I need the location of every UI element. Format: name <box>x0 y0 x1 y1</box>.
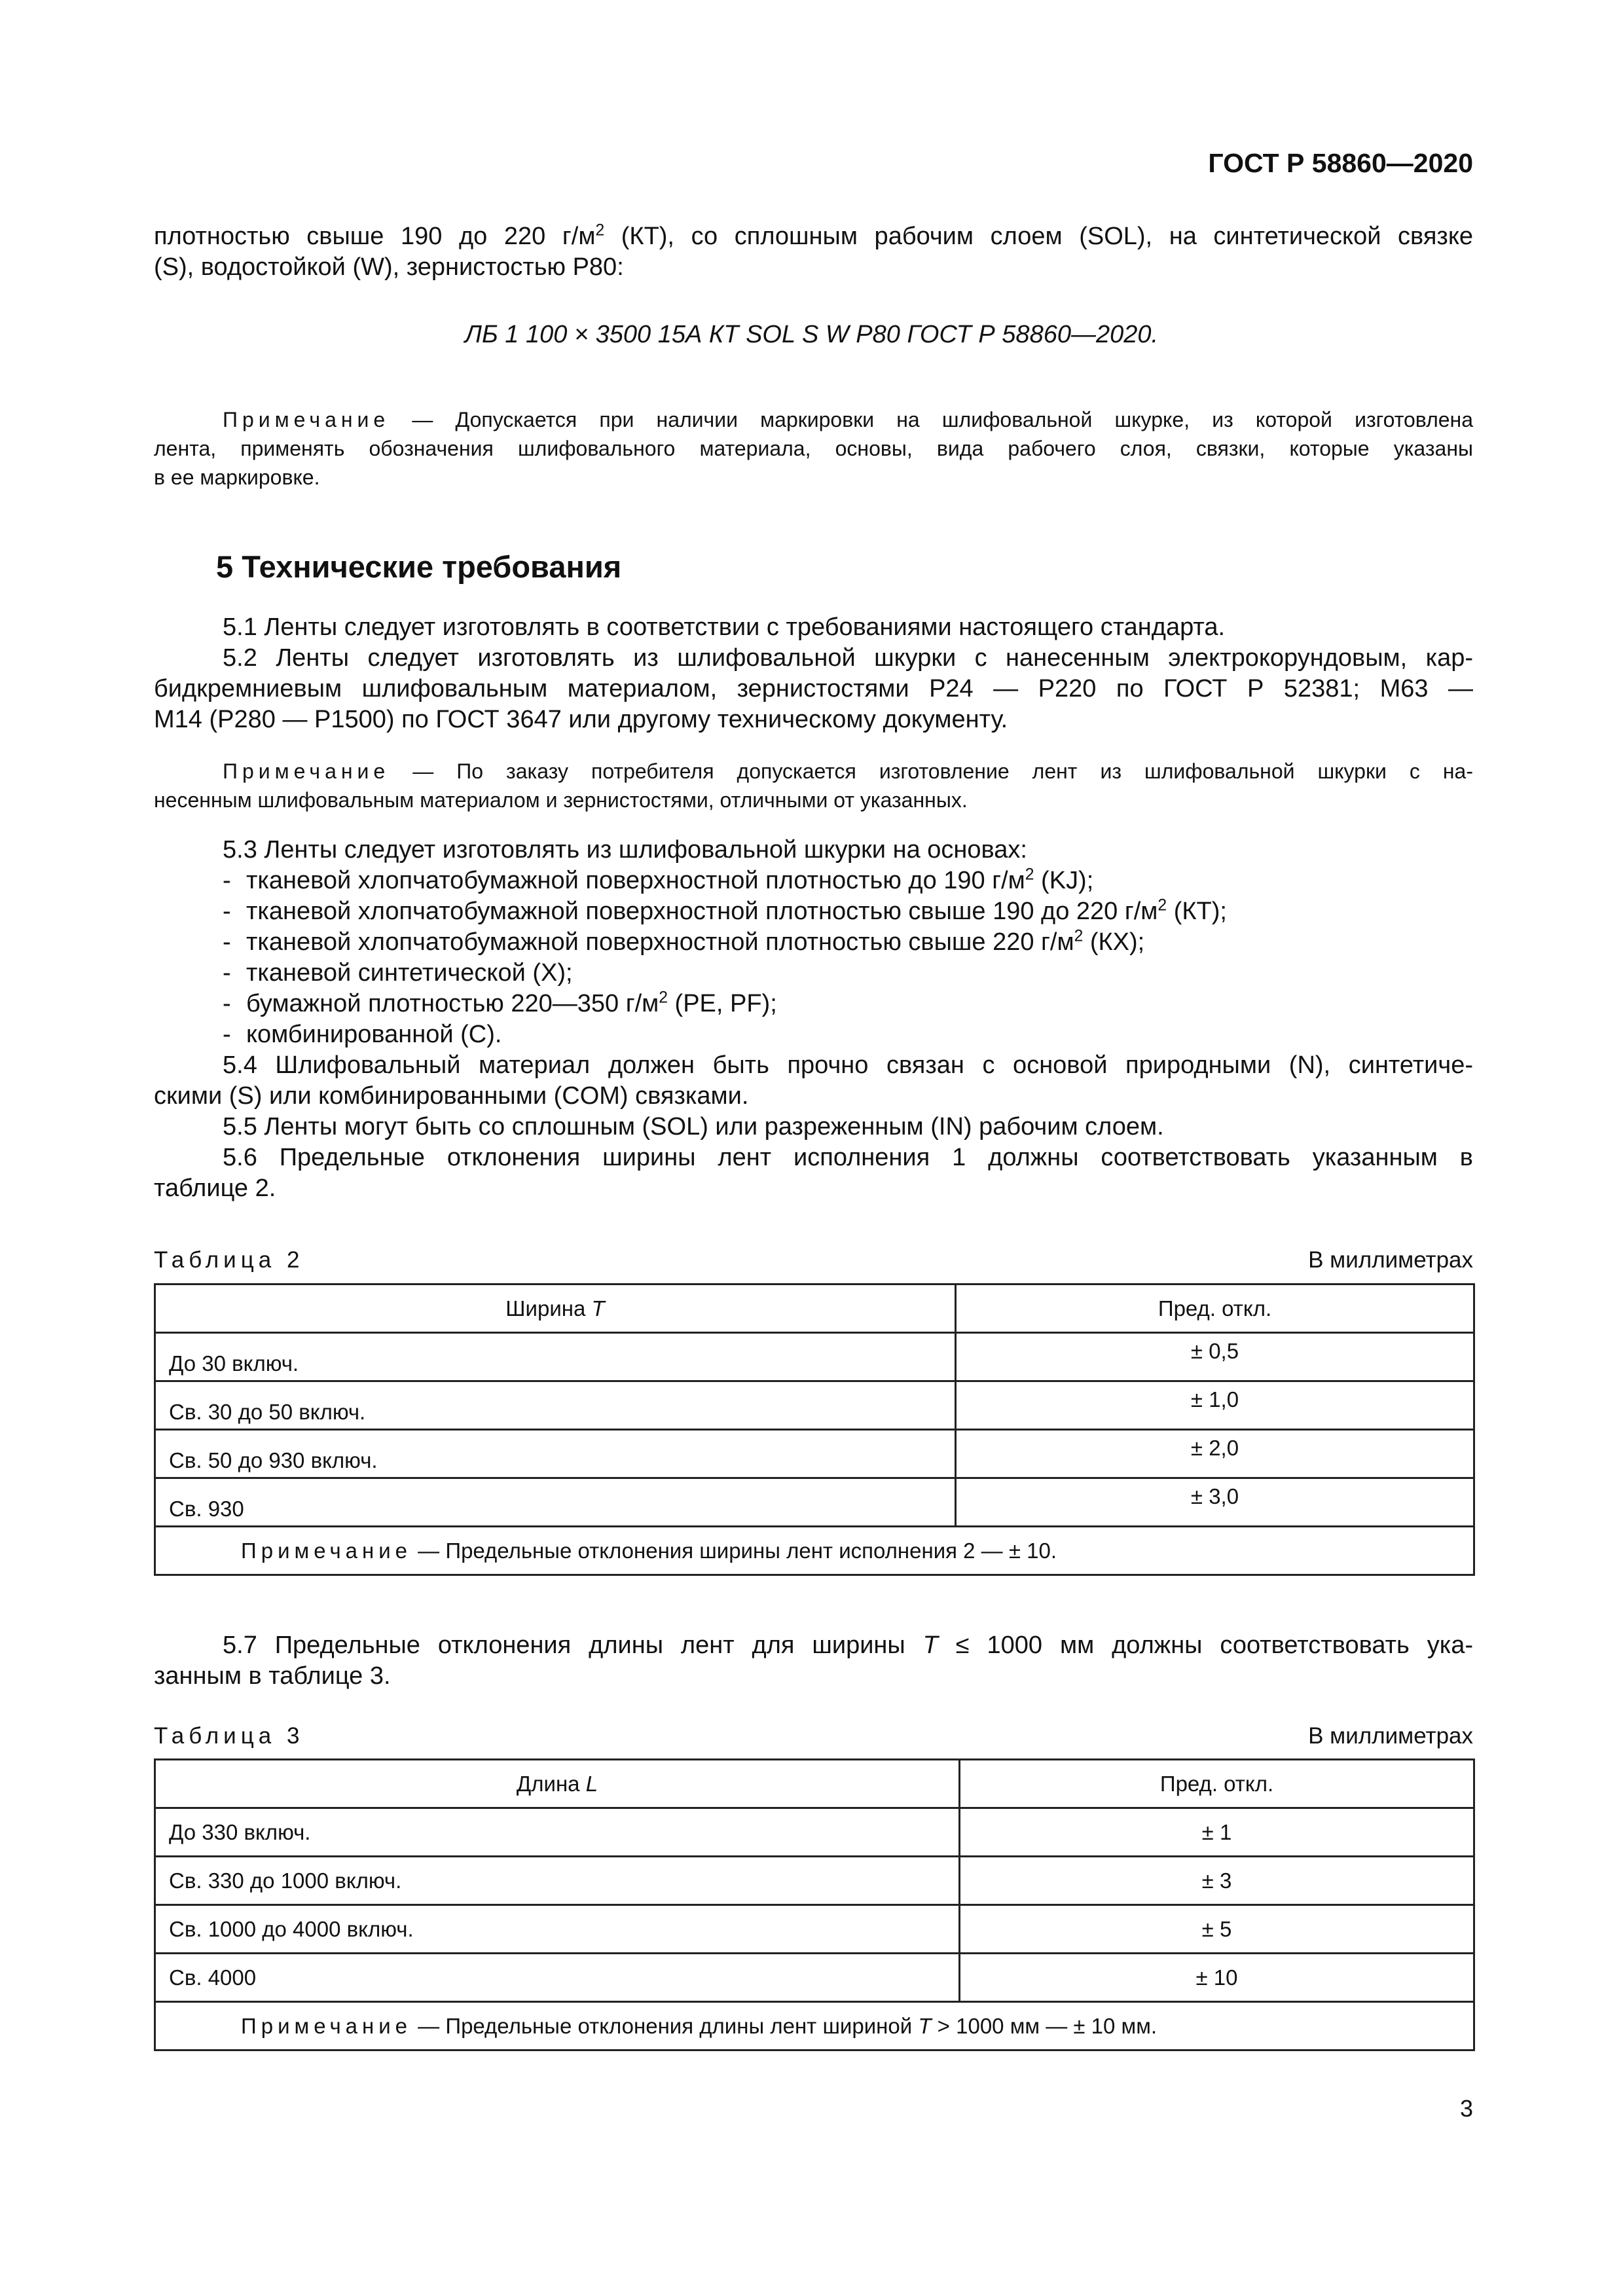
deviation-cell: ± 3 <box>960 1857 1474 1905</box>
table-row <box>155 1808 1474 1857</box>
column-header-length: Длина L <box>155 1760 960 1808</box>
table-3 <box>154 1758 1475 2051</box>
intro-line-1: плотностью свыше 190 до 220 $г/м^2$ (КТ), со сплошным рабочим слоем (SOL), на синтетической связке <box>154 221 1473 250</box>
clause-5-3: 5.3 Ленты следует изготовлять из шлифовальной шкурки на основах: <box>223 836 1027 864</box>
length-range-cell: Св. 4000 <box>155 1954 960 2002</box>
table-2 <box>154 1283 1475 1576</box>
length-range-cell: Св. 330 до 1000 включ. <box>155 1857 960 1905</box>
table-row <box>155 1478 1474 1527</box>
table-3-units: В миллиметрах <box>1308 1723 1473 1749</box>
clause-5-7-line-1: 5.7 Предельные отклонения длины лент для ширины T ≤ 1000 мм должны соответствовать ука- <box>223 1631 1473 1659</box>
clause-5-6-line-2: таблице 2. <box>154 1175 276 1202</box>
table-2-caption: Таблица 2 <box>154 1247 304 1273</box>
clause-5-4-line-1: 5.4 Шлифовальный материал должен быть прочно связан с основой природными (N), синтетиче- <box>223 1051 1473 1079</box>
base-list-item: - тканевой хлопчатобумажной поверхностной плотностью свыше 220 $г/м^2$ (КХ); <box>223 927 1145 956</box>
clause-5-1: 5.1 Ленты следует изготовлять в соответствии с требованиями настоящего стандарта. <box>223 613 1226 641</box>
base-list-item: - комбинированной (C). <box>223 1021 502 1048</box>
width-range-cell: Св. 50 до 930 включ. <box>155 1430 956 1478</box>
length-range-cell: До 330 включ. <box>155 1808 960 1857</box>
intro-line-2: (S), водостойкой (W), зернистостью Р80: <box>154 253 624 281</box>
table-row <box>155 1333 1474 1381</box>
width-range-cell: Св. 30 до 50 включ. <box>155 1381 956 1430</box>
note-1-line-2: лента, применять обозначения шлифовального материала, основы, вида рабочего слоя, связки, которые указаны <box>154 437 1473 460</box>
table-2-note: Примечание — Предельные отклонения ширины лент исполнения 2 — ± 10. <box>155 1527 1474 1575</box>
clause-5-2-line-2: бидкремниевым шлифовальным материалом, зернистостями Р24 — Р220 по ГОСТ Р 52381; М63 — <box>154 675 1473 702</box>
note-2-line-2: несенным шлифовальным материалом и зернистостями, отличными от указанных. <box>154 788 968 812</box>
clause-5-7-line-2: занным в таблице 3. <box>154 1662 391 1690</box>
table-row <box>155 1954 1474 2002</box>
deviation-cell: ± 0,5 <box>956 1333 1474 1381</box>
table-note-row <box>155 1527 1474 1575</box>
column-header-width: Ширина T <box>155 1285 956 1333</box>
base-list-item: - тканевой синтетической (X); <box>223 959 573 987</box>
length-range-cell: Св. 1000 до 4000 включ. <box>155 1905 960 1954</box>
clause-5-5: 5.5 Ленты могут быть со сплошным (SOL) или разреженным (IN) рабочим слоем. <box>223 1113 1164 1140</box>
base-list-item: - бумажной плотностью 220—350 $г/м^2$ (PE, PF); <box>223 989 777 1017</box>
table-row <box>155 1857 1474 1905</box>
column-header-deviation: Пред. откл. <box>956 1285 1474 1333</box>
note-1-line-1: Примечание — Допускается при наличии маркировки на шлифовальной шкурке, из которой изготовлена <box>223 408 1473 431</box>
section-heading: 5 Технические требования <box>216 549 622 584</box>
table-row <box>155 1430 1474 1478</box>
table-row <box>155 1905 1474 1954</box>
width-range-cell: Св. 930 <box>155 1478 956 1527</box>
clause-5-2-line-3: М14 (Р280 — Р1500) по ГОСТ 3647 или другому техническому документу. <box>154 706 1008 733</box>
width-range-cell: До 30 включ. <box>155 1333 956 1381</box>
designation-example: ЛБ 1 100 × 3500 15А КТ SOL S W Р80 ГОСТ Р 58860—2020. <box>464 321 1159 348</box>
table-row <box>155 1381 1474 1430</box>
table-3-note: Примечание — Предельные отклонения длины лент шириной T > 1000 мм — ± 10 мм. <box>155 2002 1474 2050</box>
deviation-cell: ± 5 <box>960 1905 1474 1954</box>
deviation-cell: ± 3,0 <box>956 1478 1474 1527</box>
deviation-cell: ± 1,0 <box>956 1381 1474 1430</box>
clause-5-6-line-1: 5.6 Предельные отклонения ширины лент исполнения 1 должны соответствовать указанным в <box>223 1144 1473 1171</box>
table-note-row <box>155 2002 1474 2050</box>
note-2-line-1: Примечание — По заказу потребителя допускается изготовление лент из шлифовальной шкурки с на- <box>223 759 1473 783</box>
base-list-item: - тканевой хлопчатобумажной поверхностной плотностью свыше 190 до 220 $г/м^2$ (КТ); <box>223 896 1227 925</box>
deviation-cell: ± 1 <box>960 1808 1474 1857</box>
deviation-cell: ± 10 <box>960 1954 1474 2002</box>
note-1-line-3: в ее маркировке. <box>154 465 320 489</box>
table-header-row <box>155 1760 1474 1808</box>
page-number: 3 <box>1459 2095 1473 2122</box>
table-2-units: В миллиметрах <box>1308 1247 1473 1273</box>
clause-5-4-line-2: скими (S) или комбинированными (COM) связками. <box>154 1082 749 1110</box>
base-list-item: - тканевой хлопчатобумажной поверхностной плотностью до 190 $г/м^2$ (KJ); <box>223 866 1094 894</box>
clause-5-2-line-1: 5.2 Ленты следует изготовлять из шлифовальной шкурки с нанесенным электрокорундовым, кар- <box>223 644 1473 672</box>
deviation-cell: ± 2,0 <box>956 1430 1474 1478</box>
table-header-row <box>155 1285 1474 1333</box>
column-header-deviation: Пред. откл. <box>960 1760 1474 1808</box>
table-3-caption: Таблица 3 <box>154 1723 304 1749</box>
standard-number: ГОСТ Р 58860—2020 <box>1208 148 1473 178</box>
